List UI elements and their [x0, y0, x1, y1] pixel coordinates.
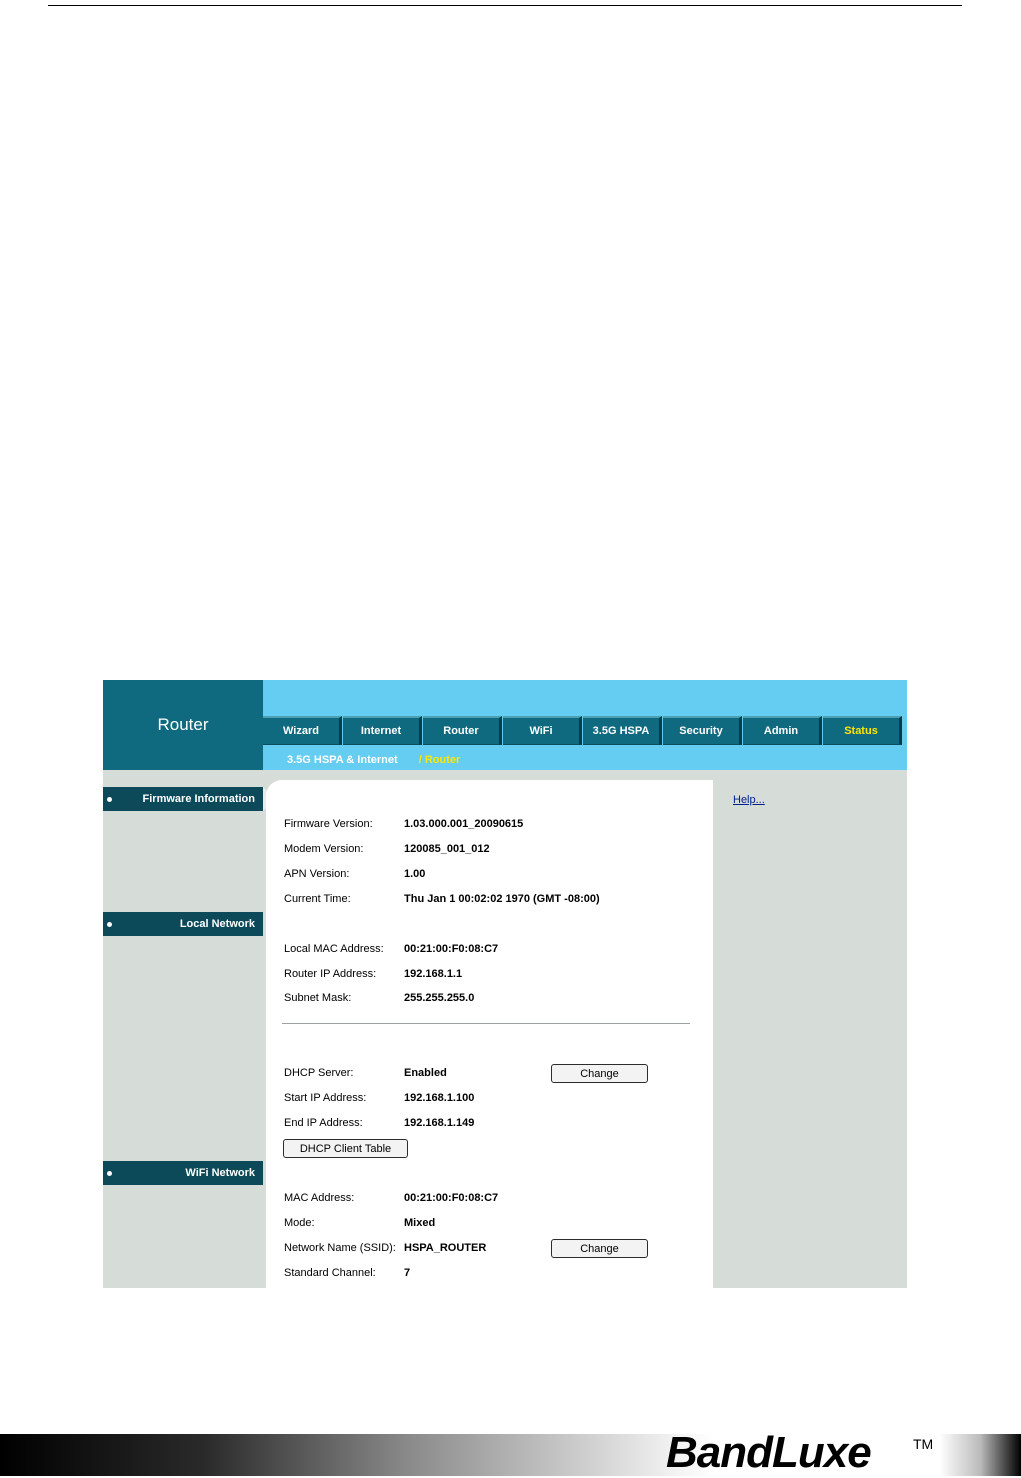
- row-label: MAC Address:: [284, 1192, 355, 1204]
- bullet-icon: [107, 1171, 112, 1176]
- row-label: Mode:: [284, 1217, 315, 1229]
- subnav-router[interactable]: Router: [424, 754, 461, 766]
- row-value: 7: [404, 1267, 411, 1279]
- row-label: Standard Channel:: [284, 1267, 376, 1279]
- row-value: 192.168.1.100: [404, 1092, 475, 1104]
- trademark-mark: TM: [913, 1436, 934, 1452]
- sidebar-firmware-information: [103, 787, 263, 811]
- subnav-separator: /: [418, 754, 422, 766]
- dhcp-change-button[interactable]: Change: [551, 1064, 648, 1083]
- row-value: Mixed: [404, 1217, 436, 1229]
- help-pane: [713, 786, 907, 1288]
- sidebar-label: Local Network: [179, 918, 255, 930]
- subnav-hspa-internet[interactable]: 3.5G HSPA & Internet: [287, 754, 398, 766]
- bullet-icon: [107, 797, 112, 802]
- row-value: 255.255.255.0: [404, 992, 475, 1004]
- sidebar-label: Firmware Information: [142, 793, 255, 805]
- tab-wizard[interactable]: Wizard: [263, 716, 342, 745]
- top-nav-band: [263, 680, 907, 770]
- tab-security[interactable]: Security: [663, 716, 742, 745]
- row-label: APN Version:: [284, 868, 350, 880]
- ssid-change-button[interactable]: Change: [551, 1239, 648, 1258]
- tab-status[interactable]: Status: [823, 716, 902, 745]
- row-label: Modem Version:: [284, 843, 364, 855]
- row-value: 1.00: [404, 868, 426, 880]
- row-value: 192.168.1.149: [404, 1117, 475, 1129]
- tab-3-5g-hspa[interactable]: 3.5G HSPA: [583, 716, 662, 745]
- row-label: Local MAC Address:: [284, 943, 384, 955]
- sub-navigation: [287, 754, 460, 766]
- bullet-icon: [107, 922, 112, 927]
- row-value: HSPA_ROUTER: [404, 1242, 487, 1254]
- tab-internet[interactable]: Internet: [343, 716, 422, 745]
- router-admin-screenshot: [103, 680, 907, 1288]
- row-label: Firmware Version:: [284, 818, 373, 830]
- main-tabs: [263, 716, 903, 746]
- row-value: Enabled: [404, 1067, 447, 1079]
- row-label: Start IP Address:: [284, 1092, 367, 1104]
- row-label: Subnet Mask:: [284, 992, 352, 1004]
- row-value: Thu Jan 1 00:02:02 1970 (GMT -08:00): [404, 893, 600, 905]
- sidebar-wifi-network: [103, 1161, 263, 1185]
- page-top-rule: [48, 5, 962, 6]
- row-label: Current Time:: [284, 893, 351, 905]
- tab-router[interactable]: Router: [423, 716, 502, 745]
- row-label: Router IP Address:: [284, 968, 377, 980]
- tab-wifi[interactable]: WiFi: [503, 716, 582, 745]
- row-value: 1.03.000.001_20090615: [404, 818, 524, 830]
- row-label: End IP Address:: [284, 1117, 363, 1129]
- tab-admin[interactable]: Admin: [743, 716, 822, 745]
- status-content-panel: [266, 780, 713, 1288]
- sidebar-label: WiFi Network: [185, 1167, 255, 1179]
- help-link[interactable]: Help...: [733, 794, 765, 806]
- row-value: 00:21:00:F0:08:C7: [404, 943, 499, 955]
- dhcp-client-table-button[interactable]: DHCP Client Table: [283, 1139, 408, 1158]
- sidebar-local-network: [103, 912, 263, 936]
- row-label: Network Name (SSID):: [284, 1242, 396, 1254]
- row-value: 192.168.1.1: [404, 968, 463, 980]
- row-value: 00:21:00:F0:08:C7: [404, 1192, 499, 1204]
- section-divider: [282, 1023, 690, 1024]
- brand-logo: BandLuxe: [666, 1428, 871, 1477]
- row-value: 120085_001_012: [404, 843, 490, 855]
- app-logo: Router: [103, 680, 263, 770]
- row-label: DHCP Server:: [284, 1067, 354, 1079]
